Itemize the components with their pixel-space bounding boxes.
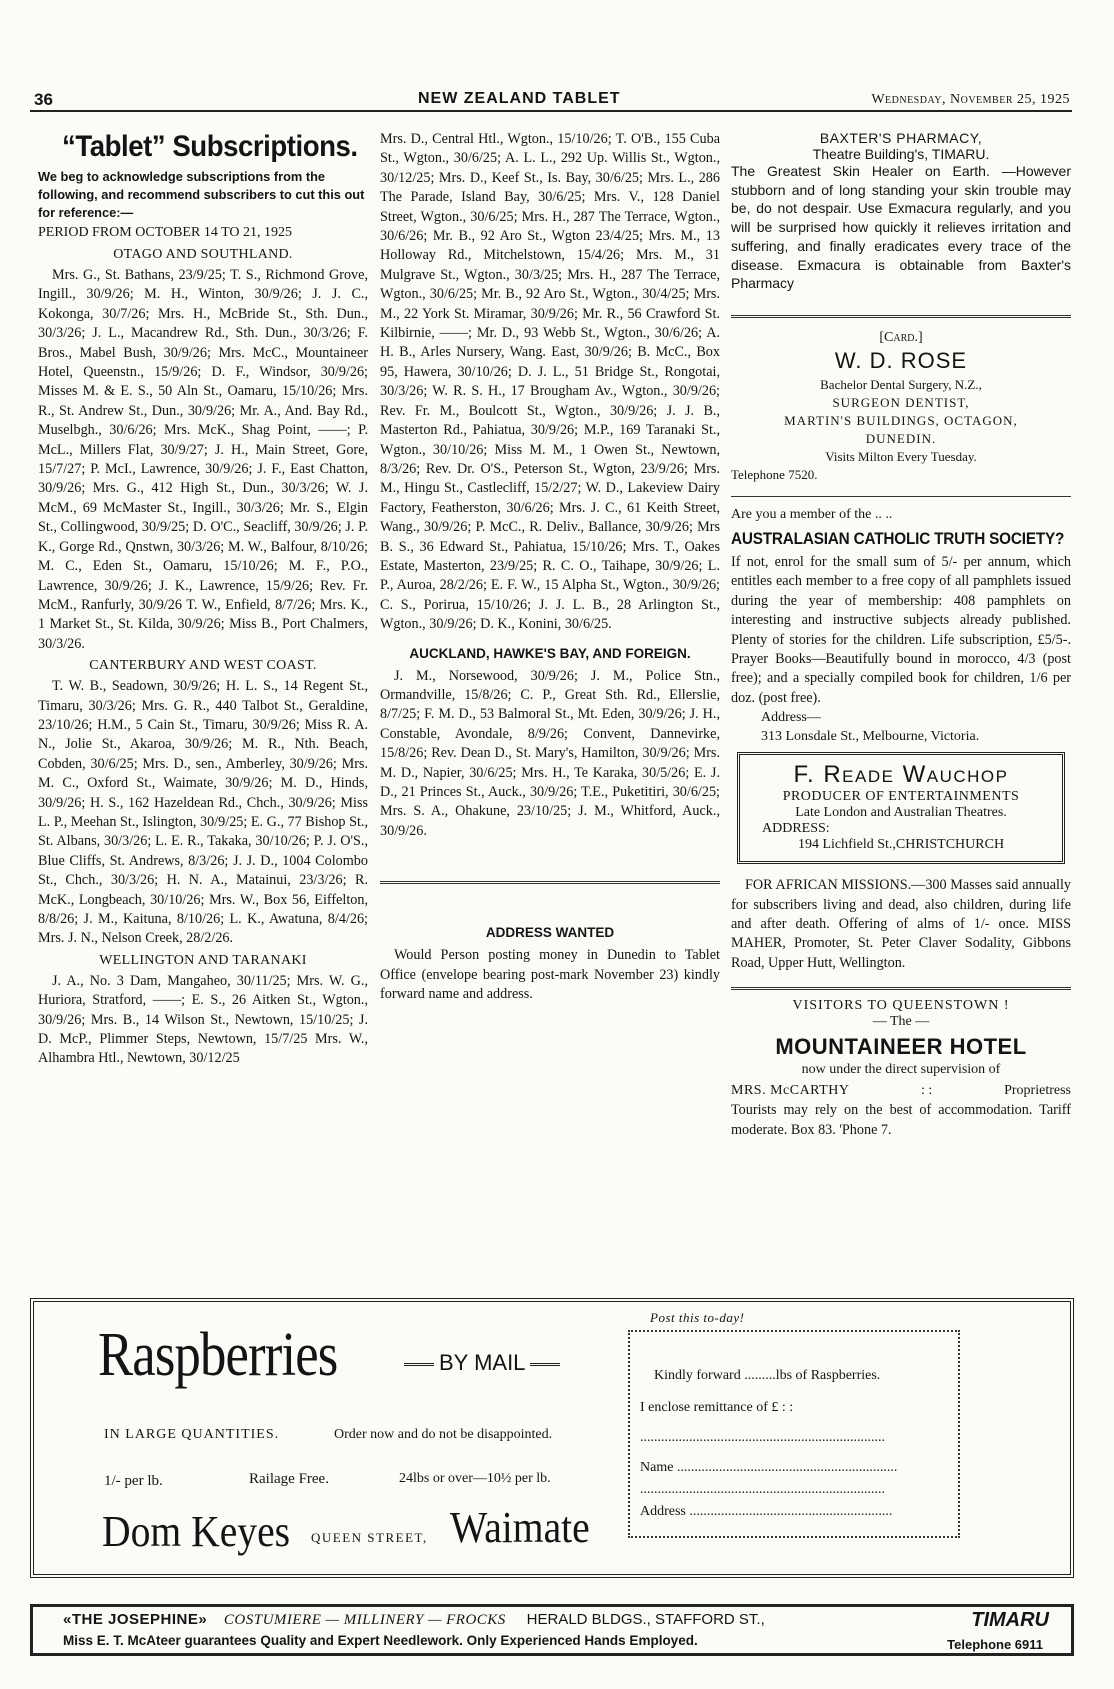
otago-list: Mrs. G., St. Bathans, 23/9/25; T. S., Richmond Grove, Ingill., 30/9/26; M. H., Winton, 30/9/26; J. J. C., Kokonga, 30/7/26; Mrs. H., McBride St., Sth. Dun., 30/3/26; J. L., Macandrew Rd., Sth. Dun., 30/3/26; F. Bros., Mabel Bush, 30/9/26; Mrs. McC., Mountaineer Hotel, Queenstn., 15/9/26; D. F., Windsor, 30/9/26; Misses M. & E. S., 50 Aln St., Oamaru, 15/10/26; Mrs. R., St. Andrew St., Dun., 30/9/26; Mr. A., And. Bay Rd., Muselbgh., 30/6/26; Mrs. McK., Shag Point, ——; P. McL., Millers Flat, 30/9/27; J. H., Main Street, Gore, 15/7/27; P. McI., Lawrence, 30/9/26; J. F., East Chatton, 30/9/26; Mrs. G., 412 High St., Dun., 30/3/26; W. J. McM., 69 McMaster St., Ingill., 30/3/26; Mr. S., Elgin St., Collingwood, 30/9/25; D. O'C., Seacliff, 30/9/26; J. P. K., Gorge Rd., Qnstwn, 30/3/26; M. W., Balfour, 8/10/26; M. C., Eden St., Oamaru, 15/10/26; M. F., P.O., Lawrence, 30/9/26; J. K., Lawrence, 15/9/26; Rev. Fr. McM., Ranfurly, 30/9/26 T. W., Enfield, 8/7/26; Mrs. K., 1 Market St., St. Kilda, 30/9/26; Miss B., Port Chalmers, 30/3/26. [38,267,368,652]
canterbury-list: T. W. B., Seadown, 30/9/26; H. L. S., 14 Regent St., Timaru, 30/3/26; Mrs. G. R., 440 Talbot St., Geraldine, 23/10/26; H.M., 5 Cain St., Timaru, 30/9/26; Miss R. A. N., Jolie St., Akaroa, 30/9/26; M. R., Nth. Beach, Cobden, 30/6/25; Mrs. D., sen., Amberley, 30/9/26; Mrs. M. C., Oxford St., Waimate, 30/9/26; M. D., Hinds, 30/9/26; H. S., 162 Hazeldean Rd., Chch., 30/9/26; Miss L. P., Meehan St., Islington, 30/9/25; E. G., 77 Bishop St., St. Albans, 30/3/26; L. E. R., Takaka, 30/10/26; P. J. O'S., Blue Cliffs, St. Andrews, 8/3/26; J. J. D., 1004 Colombo St., Chch., 30/3/26; H. N. A., Matainui, 23/3/26; R. McK., Longbeach, 30/10/26; Mrs. W., Box 56, Eiffelton, 8/8/26; J. M., Kaituna, 8/10/26; L. K., Awatuna, 8/4/26; Mrs. J. N., Nelson Creek, 28/2/26. [38,678,368,947]
subscriptions-intro: We beg to acknowledge subscriptions from the following, and recommend subscribers to cut this out for reference:— [38,169,365,220]
wellington-list: J. A., No. 3 Dam, Mangaheo, 30/11/25; Mrs. W. G., Huriora, Stratford, ——; E. S., 26 Aitken St., Wgton., 30/9/26; Mrs. B., 14 Wilson St., Newtown, 15/10/25; J. D. McP., Plimmer Steps, Newtown, 15/7/25 Mrs. W., Alhambra Htl., Newtown, 30/12/25 [38,972,368,1067]
josephine-line1 [63,1611,765,1629]
rose-visits: Visits Milton Every Tuesday. [825,448,977,464]
coupon-title: Post this to-day! [650,1310,745,1325]
dom-keyes: Dom Keyes [102,1507,291,1556]
wellington-list-continued: Mrs. D., Central Htl., Wgton., 15/10/26; T. O'B., 155 Cuba St., Wgton., 30/6/25; A. L. L., 292 Up. Willis St., Wgton., 30/12/25; Mrs. D., Keef St., Is. Bay, 30/6/25; Mrs. L., 286 The Parade, Island Bay, 30/6/25; Mrs. V., 128 Daniel Street, Wgton., 30/6/25; Mrs. H., 287 The Terrace, Wgton., 30/6/26; Mr. B., 92 Aro St., Wgton 23/4/25; Mrs. M., 13 Holloway Rd., Mitchelstown, 15/4/26; Mrs. M., 31 Mulgrave St., Wgton., 30/3/25; Mrs. H., 287 The Terrace, Wgton., 30/6/25; Mr. B., 92 Aro St., Wgton., 30/4/25; Mrs. M., 22 York St. Miramar, 30/9/26; Mr. R., 56 Crawford St. Kilbirnie, ——; Mr. D., 93 Webb St., Wgton., 30/6/26; A. H. B., Arles Nursery, Wang. East, 30/9/26; B. McC., Box 95, Hawera, 30/10/26; D. J. L., 51 Bridge St., Rongotai, 30/3/26; W. R. S. H., 17 Brougham Av., Wgton., 30/9/26; Rev. Fr. M., Boulcott St., Wgton., 30/9/26; J. J. B., Masterton Rd., Pahiatua, 30/9/26; M.P., 169 Taranaki St., Wgton., 30/10/26; Miss M. M., 1 Owen St., Newtown, 8/3/26; Rev. Dr. O'S., Peterson St., Wgton, 23/9/26; Mrs. M., Hingu St., Castlecliff, 15/2/27; W. D., Lakeview Dairy Factory, Featherston, 30/6/26; Mrs. J. C., 61 Keith Street, Wang., 30/9/26; P. McC., R. Deliv., Ballance, 30/9/26; Mrs B. S., 36 Edward St., Pahiatua, 15/10/26; Mrs. T., Oakes Estate, Masterton, 23/9/25; R. C. O., Taihape, 30/9/26; L. P., Auroa, 28/2/26; E. F. W., 15 Alpha St., Wgton., 30/9/26; C. S., Porirua, 15/10/26; J. J. L. B., 28 Arlington St., Wgton., 30/9/26; D. K., Konini, 30/6/25. [380,131,720,633]
subscriptions-title: “Tablet” Subscriptions. [62,130,358,163]
otago-heading: OTAGO AND SOUTHLAND. [113,247,293,262]
josephine-ad [30,1604,1074,1656]
wauchop-line2: Late London and Australian Theatres. [795,805,1007,821]
raspberries-railage: Railage Free. [249,1471,329,1487]
order-coupon [628,1330,960,1538]
raspberries-quantities: IN LARGE QUANTITIES. [104,1427,280,1442]
acts-title: AUSTRALASIAN CATHOLIC TRUTH SOCIETY? [731,528,1065,548]
acts-text: If not, enrol for the small sum of 5/- per annum, which entitles each member to a free copy of all pamphlets issued during the year of membership: 408 pamphlets on interesting and instructive subjects already published. Plenty of stories for the children. Life subscription, £5/5-. Prayer Books—Beautifully bound in morocco, 4/3 (post free); and a specially compiled book for children, 1/6 per doz. (post free). [731,553,1071,706]
rose-title: SURGEON DENTIST, [832,394,970,410]
baxter-text: The Greatest Skin Healer on Earth. —However stubborn and of long standing your skin trouble may be, do not despair. Use Exmacura regularly, and you will be surprised how quickly it relieves irritation and suffering, and finally eradicates every trace of the disease. Exmacura is obtainable from Baxter's Pharmacy [731,163,1071,292]
wauchop-name: F. Reade Wauchop [793,761,1009,789]
column-2 [380,130,720,1004]
rose-building: MARTIN'S BUILDINGS, OCTAGON, [784,412,1018,428]
wauchop-ad [737,752,1065,864]
by-mail [399,1350,565,1376]
coupon-enclose: I enclose remittance of £ : : [640,1400,794,1415]
wellington-heading: WELLINGTON AND TARANAKI [99,952,307,968]
newspaper-title: NEW ZEALAND TABLET [418,90,621,107]
auckland-heading: AUCKLAND, HAWKE'S BAY, AND FOREIGN. [409,645,691,661]
josephine-services: COSTUMIERE — MILLINERY — FROCKS [223,1612,506,1628]
wauchop-line3: ADDRESS: [762,821,830,837]
hotel-supervision: now under the direct supervision of [801,1062,1001,1078]
hotel-visitors: VISITORS TO QUEENSTOWN ! [792,998,1010,1014]
josephine-address: HERALD BLDGS., STAFFORD ST., [526,1611,765,1628]
divider [380,881,720,884]
coupon-name: Name ............................................................... [640,1460,898,1475]
rose-city: DUNEDIN. [865,430,937,446]
page-header [30,86,1072,112]
auckland-list: J. M., Norsewood, 30/9/26; J. M., Police Stn., Ormandville, 15/8/26; C. P., Great Sth. Rd., Ellerslie, 8/7/25; F. M. D., 53 Balmoral St., Mt. Eden, 30/9/26; J. H., Constable, Avondale, 8/9/26; Convent, Dannevirke, 15/8/26; Rev. Dean D., St. Mary's, Hamilton, 30/9/26; Mrs. M. D., Napier, 30/6/25; Mrs. H., Te Karaka, 30/5/26; E. J. D., 21 Princes St., Auck., 30/9/26; T.E., Puketitiri, 30/6/25; Mrs. S. A., Ohakune, 23/10/25; J. M., Whitford, Auck., 30/9/26. [380,667,720,839]
divider [731,987,1071,990]
wauchop-line4: 194 Lichfield St.,CHRISTCHURCH [797,837,1005,853]
acts-question: Are you a member of the .. .. [731,506,893,522]
issue-date: Wednesday, November 25, 1925 [871,92,1070,107]
hotel-role: Proprietress [1004,1083,1071,1099]
page-number: 36 [34,90,53,109]
rose-name: W. D. ROSE [834,347,968,373]
missions-text: FOR AFRICAN MISSIONS.—300 Masses said annually for subscribers living and dead, also children, during life and after death. Offering of alms of 1/- once. MISS MAHER, Promoter, St. Peter Claver Sodality, Gibbons Road, Upper Hutt, Wellington. [731,877,1071,971]
hotel-separator: : : [921,1083,933,1099]
raspberries-order: Order now and do not be disappointed. [334,1427,553,1442]
hotel-name: MOUNTAINEER HOTEL [775,1034,1027,1060]
rose-degree: Bachelor Dental Surgery, N.Z., [820,376,982,392]
rose-telephone: Telephone 7520. [731,466,818,482]
raspberries-title: Raspberries [98,1321,338,1389]
wauchop-line1: PRODUCER OF ENTERTAINMENTS [782,789,1020,805]
coupon-address: Address .......................................................... [640,1504,893,1519]
baxter-title: BAXTER'S PHARMACY, [819,130,983,146]
raspberries-ad [30,1298,1074,1578]
josephine-telephone: Telephone 6911 [947,1637,1043,1652]
coupon-kindly: Kindly forward .........lbs of Raspberries. [654,1368,881,1383]
address-wanted-text: Would Person posting money in Dunedin to Tablet Office (envelope bearing post-mark November 23) kindly forward name and address. [380,947,720,1003]
josephine-line2: Miss E. T. McAteer guarantees Quality and Expert Needlework. Only Experienced Hands Employed. [63,1633,698,1648]
divider [731,496,1071,497]
column-1 [38,130,368,1069]
hotel-owner-line [731,1081,1071,1101]
waimate: Waimate [450,1503,590,1552]
rose-card-label: [Card.] [879,329,923,345]
subscriptions-period: PERIOD FROM OCTOBER 14 TO 21, 1925 [38,225,292,240]
josephine-town: TIMARU [971,1609,1049,1631]
column-3 [731,130,1071,1140]
hotel-owner: MRS. McCARTHY [731,1083,850,1099]
by-mail-label: BY MAIL [439,1350,526,1375]
coupon-dots-1: ...................................................................... [640,1430,885,1445]
raspberries-bulk: 24lbs or over—10½ per lb. [399,1471,551,1486]
hotel-the: — The — [872,1014,930,1030]
queen-street: QUEEN STREET, [311,1530,428,1545]
raspberries-price: 1/- per lb. [104,1473,163,1489]
divider [731,315,1071,318]
coupon-dots-2: ...................................................................... [640,1482,885,1497]
address-wanted-title: ADDRESS WANTED [485,925,615,941]
rule [530,1363,560,1366]
canterbury-heading: CANTERBURY AND WEST COAST. [89,658,317,674]
josephine-name: «THE JOSEPHINE» [63,1611,208,1628]
rule [404,1363,434,1366]
baxter-subtitle: Theatre Building's, TIMARU. [812,146,990,162]
acts-address-label: Address— [761,710,821,726]
acts-address: 313 Lonsdale St., Melbourne, Victoria. [761,729,980,745]
hotel-text: Tourists may rely on the best of accommodation. Tariff moderate. Box 83. 'Phone 7. [731,1102,1071,1138]
